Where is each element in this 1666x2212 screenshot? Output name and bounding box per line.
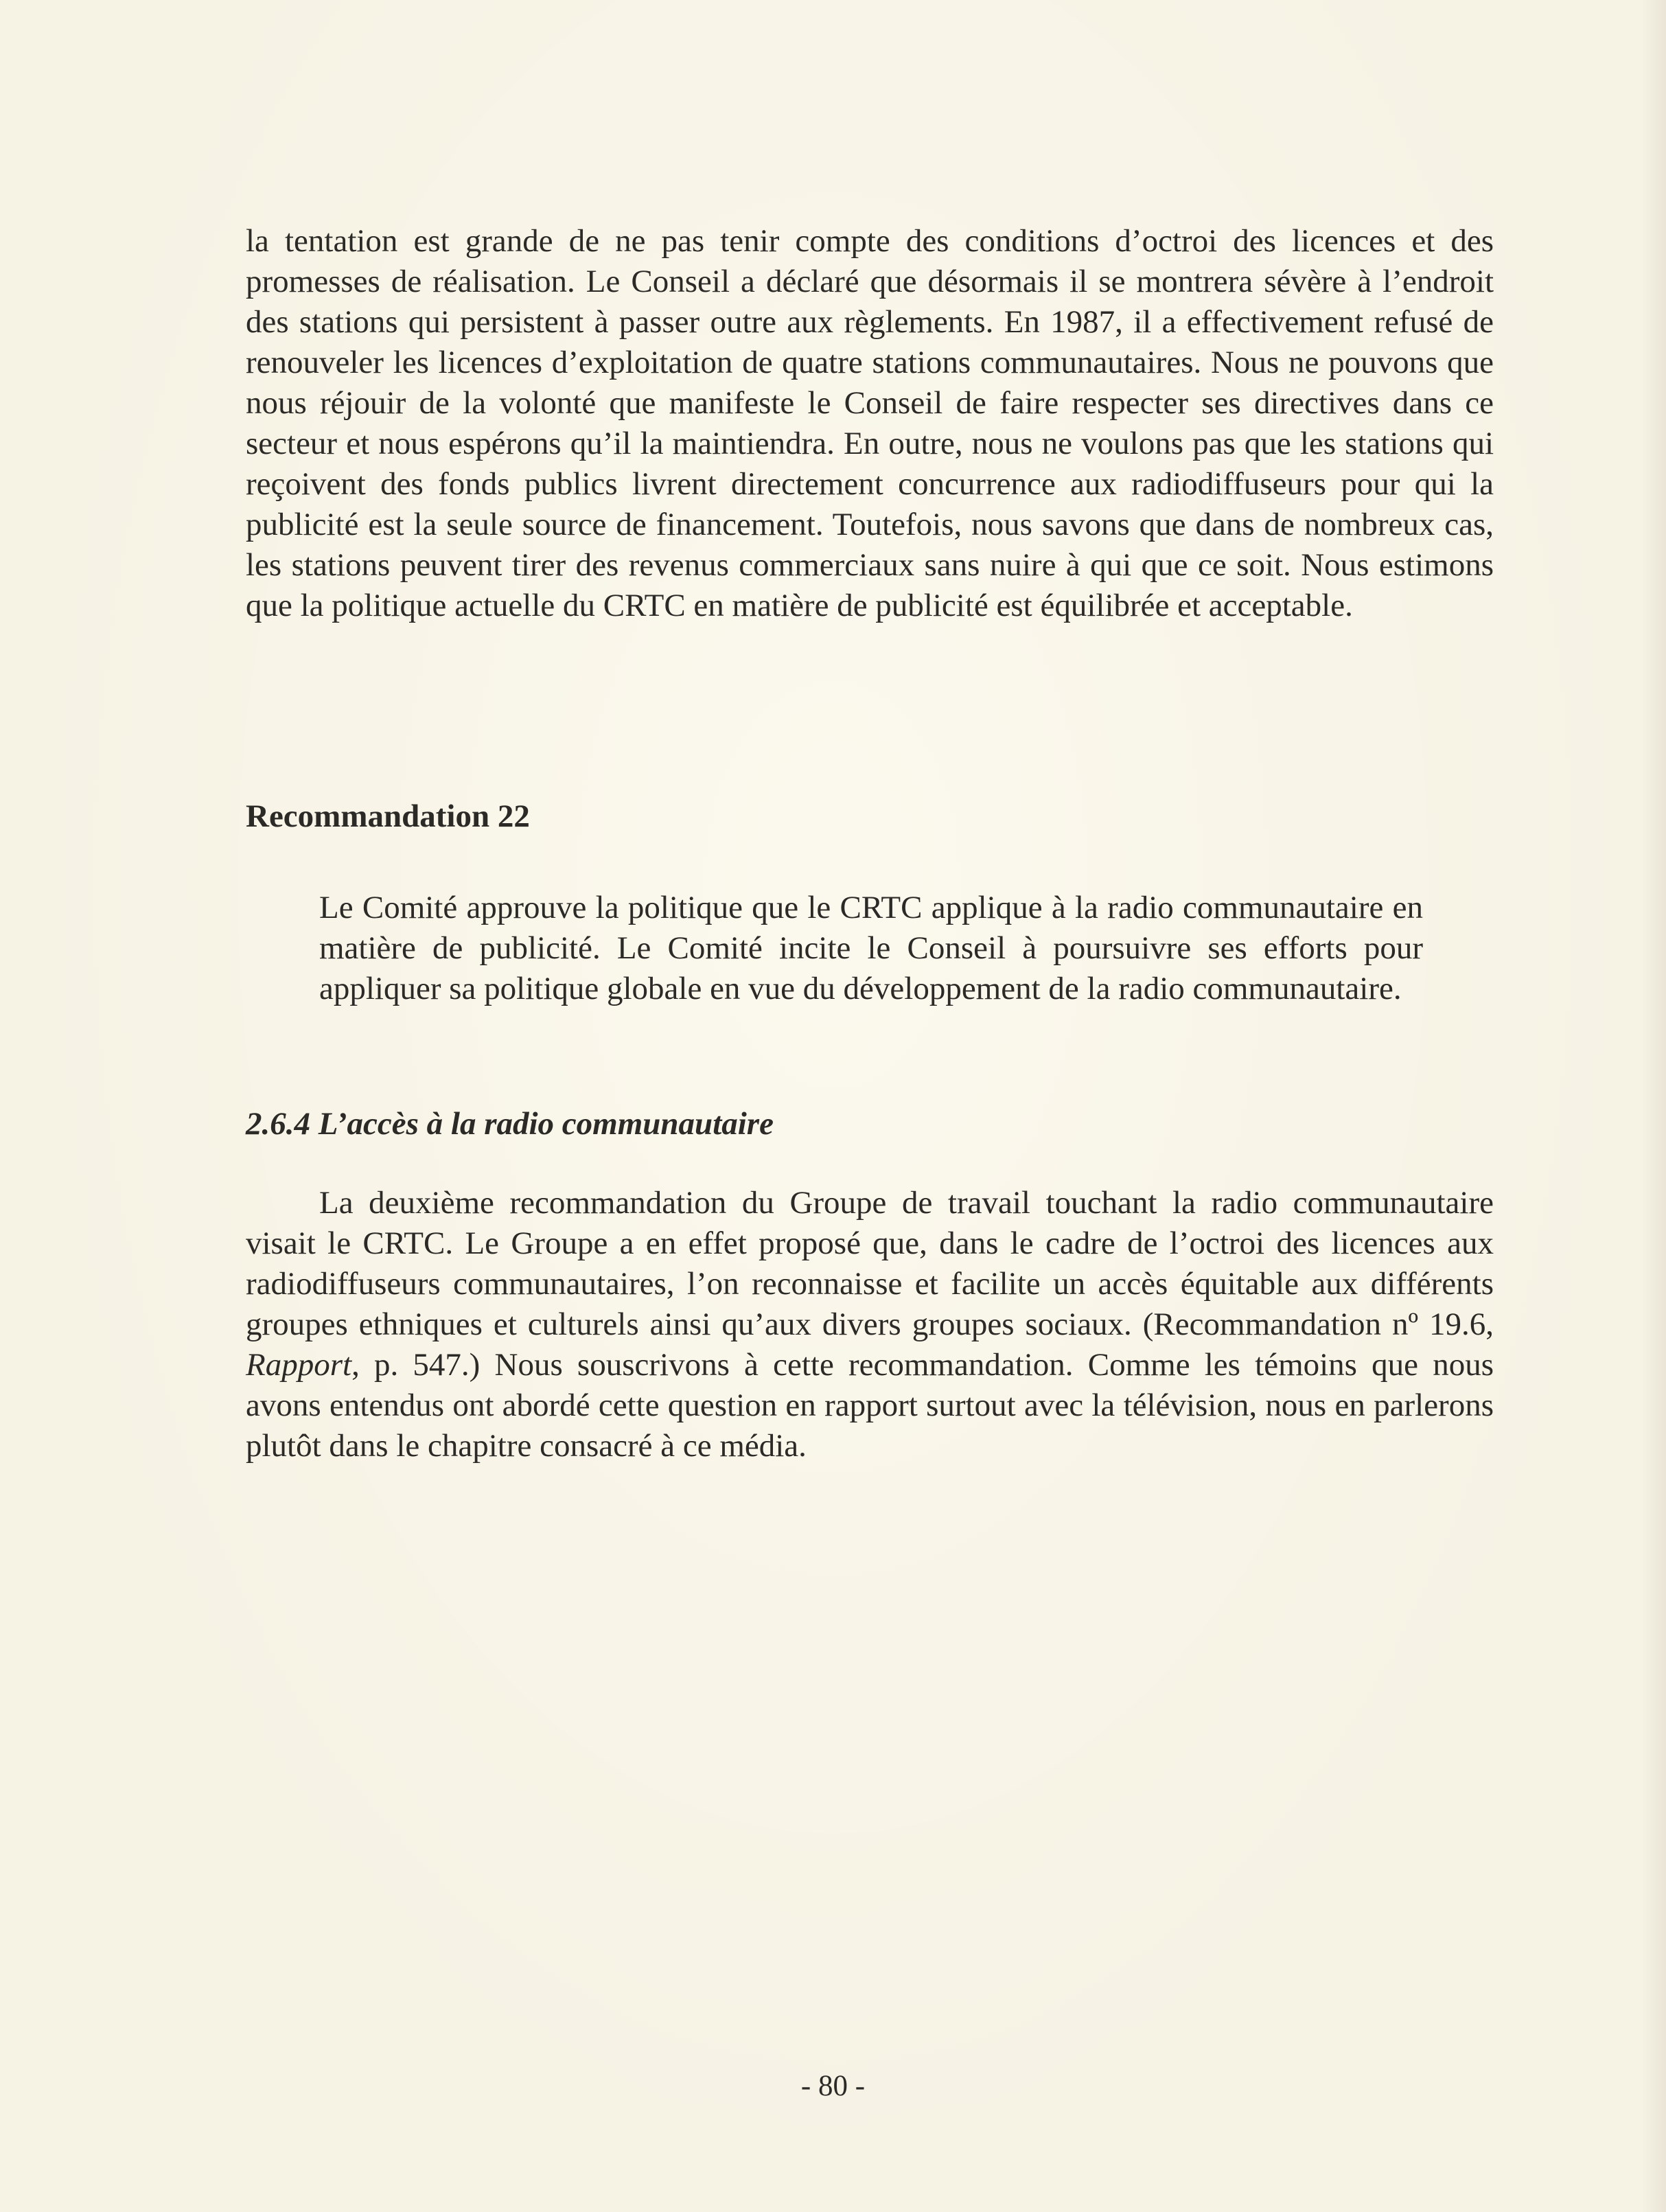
page-edge-shadow	[1641, 0, 1666, 2212]
recommendation-heading: Recommandation 22	[246, 798, 530, 834]
body-paragraph-2	[246, 1183, 1494, 1466]
body-paragraph-1: la tentation est grande de ne pas tenir compte des conditions d’octroi des licences et des promesses de réalisation. Le Conseil a déclaré que désormais il se montrera sévère à l’endroit des stations qui persistent à passer outre aux règlements. En 1987, il a effectivement refusé de renouveler les licences d’exploitation de quatre stations communautaires. Nous ne pouvons que nous réjouir de la volonté que manifeste le Conseil de faire respecter ses directives dans ce secteur et nous espérons qu’il la maintiendra. En outre, nous ne voulons pas que les stations qui reçoivent des fonds publics livrent directement concurrence aux radiodiffuseurs pour qui la publicité est la seule source de financement. Toutefois, nous savons que dans de nombreux cas, les stations peuvent tirer des revenus commerciaux sans nuire à qui que ce soit. Nous estimons que la politique actuelle du CRTC en matière de publicité est équilibrée et acceptable.	[246, 223, 1494, 623]
paragraph-2-part-1: La deuxième recommandation du Groupe de travail touchant la radio communautaire visait le CRTC. Le Groupe a en effet proposé que, dans le cadre de l’octroi des licences aux radiodiffuseurs communautaires, l’on reconnaisse et facilite un accès équitable aux différents groupes ethniques et culturels ainsi qu’aux divers groupes sociaux. (Recommandation nº 19.6,	[246, 1185, 1494, 1342]
recommendation-text: Le Comité approuve la politique que le CRTC applique à la radio communautaire en matière de publicité. Le Comité incite le Conseil à poursuivre ses efforts pour appliquer sa politique globale en vue du développement de la radio communautaire.	[319, 890, 1423, 1006]
paragraph-2-part-2: , p. 547.) Nous souscrivons à cette recommandation. Comme les témoins que nous avons entendus ont abordé cette question en rapport surtout avec la télévision, nous en parlerons plutôt dans le chapitre consacré à ce média.	[246, 1347, 1494, 1464]
section-heading: 2.6.4 L’accès à la radio communautaire	[246, 1106, 774, 1142]
report-title-italic: Rapport	[246, 1347, 352, 1383]
page-number: - 80 -	[800, 2070, 866, 2102]
